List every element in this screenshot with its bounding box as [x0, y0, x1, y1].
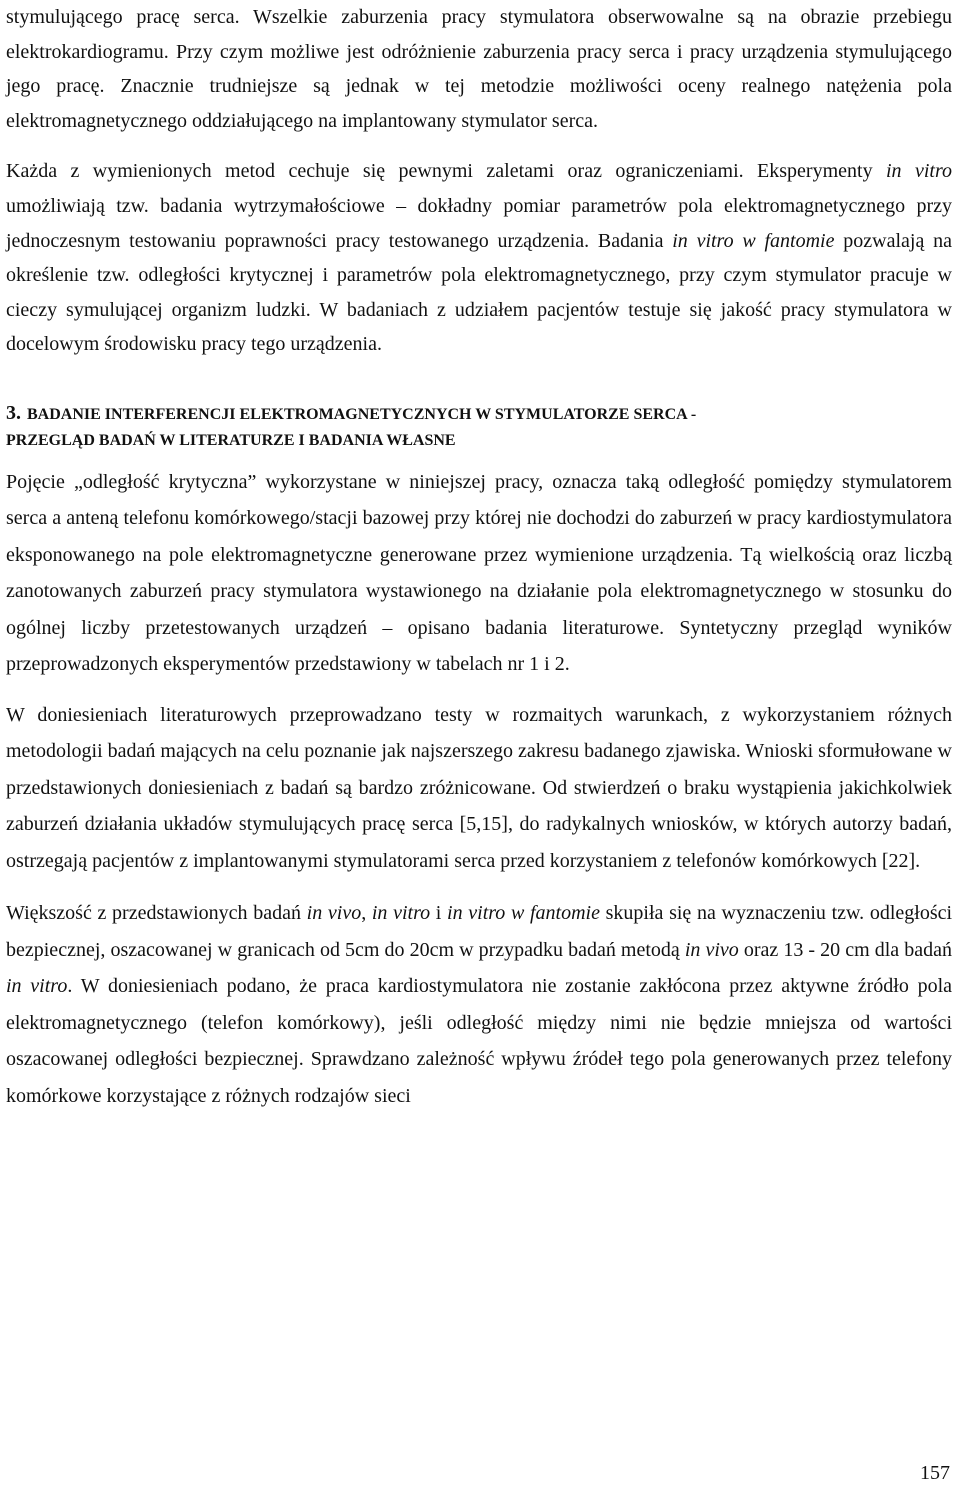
paragraph-1: [6, 0, 952, 138]
paragraph-2: [6, 154, 952, 362]
page-number: 157: [920, 1462, 950, 1484]
paragraph-4: [6, 697, 952, 880]
italic-term: in vivo: [306, 902, 362, 925]
spacer: [6, 362, 952, 396]
text-segment: . W doniesieniach podano, że praca kardiostymulatora nie zostanie zakłócona przez aktywne źródło pola elektromagnetycznego (telefon komórkowy), jeśli odległość między nimi nie będzie mniejsza od wartości oszacowanej odległości bezpiecznej. Sprawdzano zależność wpływu źródeł tego pola generowanych przez telefony komórkowe korzystające z różnych rodzajów sieci: [6, 975, 952, 1107]
spacer: [6, 450, 952, 464]
text-segment: pozwalają na określenie tzw. odległości krytycznej i parametrów pola elektromagnetycznego, przy czym stymulator pracuje w cieczy symulującej organizm ludzki. W badaniach z udziałem pacjentów testuje się jakość pracy stymulatora w docelowym środowisku pracy tego urządzenia.: [6, 229, 953, 356]
italic-term: in vitro: [371, 902, 431, 925]
section-title-line1: BADANIE INTERFERENCJI ELEKTROMAGNETYCZNYCH W STYMULATORZE SERCA -: [27, 405, 697, 423]
italic-term: in vitro w fantomie: [447, 902, 600, 925]
text-segment: ,: [361, 902, 372, 925]
italic-term: in vitro w fantomie: [672, 229, 835, 252]
text-segment: W doniesieniach literaturowych przeprowadzano testy w rozmaitych warunkach, z wykorzystaniem różnych metodologii badań mających na celu poznanie jak najszerszego zakresu badanego zjawiska. Wnioski sformułowane w przedstawionych doniesieniach z badań są bardzo zróżnicowane. Od stwierdzeń o braku wystąpienia jakichkolwiek zaburzeń działania układów stymulujących pracę serca [5,15], do radykalnych wniosków, w których autorzy badań, ostrzegają pacjentów z implantowanymi stymulatorami serca przed korzystaniem z telefonów komórkowych [22].: [6, 703, 952, 872]
text-segment: Pojęcie „odległość krytyczna” wykorzystane w niniejszej pracy, oznacza taką odległość pomiędzy stymulatorem serca a anteną telefonu komórkowego/stacji bazowej przy której nie dochodzi do zaburzeń w pracy kardiostymulatora eksponowanego na pole elektromagnetyczne generowane przez wymienione urządzenia. Tą wielkością oraz liczbą zanotowanych zaburzeń pracy stymulatora wystawionego na działanie pola elektromagnetycznego w stosunku do ogólnej liczby przetestowanych urządzeń – opisano badania literaturowe. Syntetyczny przegląd wyników przeprowadzonych eksperymentów przedstawiony w tabelach nr 1 i 2.: [6, 470, 952, 676]
text-segment: Każda z wymienionych metod cechuje się pewnymi zaletami oraz ograniczeniami. Eksperymenty: [6, 160, 886, 183]
spacer: [6, 879, 952, 895]
text-segment: i: [430, 902, 448, 925]
text-segment: stymulującego pracę serca. Wszelkie zaburzenia pracy stymulatora obserwowalne są na obrazie przebiegu elektrokardiogramu. Przy czym możliwe jest odróżnienie zaburzenia pracy serca i pracy urządzenia stymulującego jego pracę. Znacznie trudniejsze są jednak w tej metodzie możliwości oceny realnego natężenia pola elektromagnetycznego oddziałującego na implantowany stymulator serca.: [6, 6, 952, 132]
text-segment: skupiła się na wyznaczeniu tzw. odległości bezpiecznej, oszacowanej w granicach od 5cm do 20cm w przypadku badań metodą: [6, 902, 953, 961]
section-title-line2: PRZEGLĄD BADAŃ W LITERATURZE I BADANIA WŁASNE: [6, 431, 456, 449]
spacer: [6, 683, 952, 697]
italic-term: in vitro: [6, 975, 68, 998]
text-segment: Większość z przedstawionych badań: [6, 902, 307, 925]
paragraph-5: [6, 895, 952, 1114]
italic-term: in vivo: [684, 938, 739, 961]
document-page: [6, 0, 952, 1114]
section-heading: [6, 396, 952, 450]
text-segment: oraz 13 - 20 cm dla badań: [738, 938, 952, 961]
text-segment: umożliwiają tzw. badania wytrzymałościowe – dokładny pomiar parametrów pola elektromagnetycznego przy jednoczesnym testowaniu poprawności pracy testowanego urządzenia. Badania: [6, 194, 952, 252]
italic-term: in vitro: [885, 160, 952, 183]
section-number: 3.: [6, 401, 21, 424]
paragraph-3: [6, 464, 952, 683]
